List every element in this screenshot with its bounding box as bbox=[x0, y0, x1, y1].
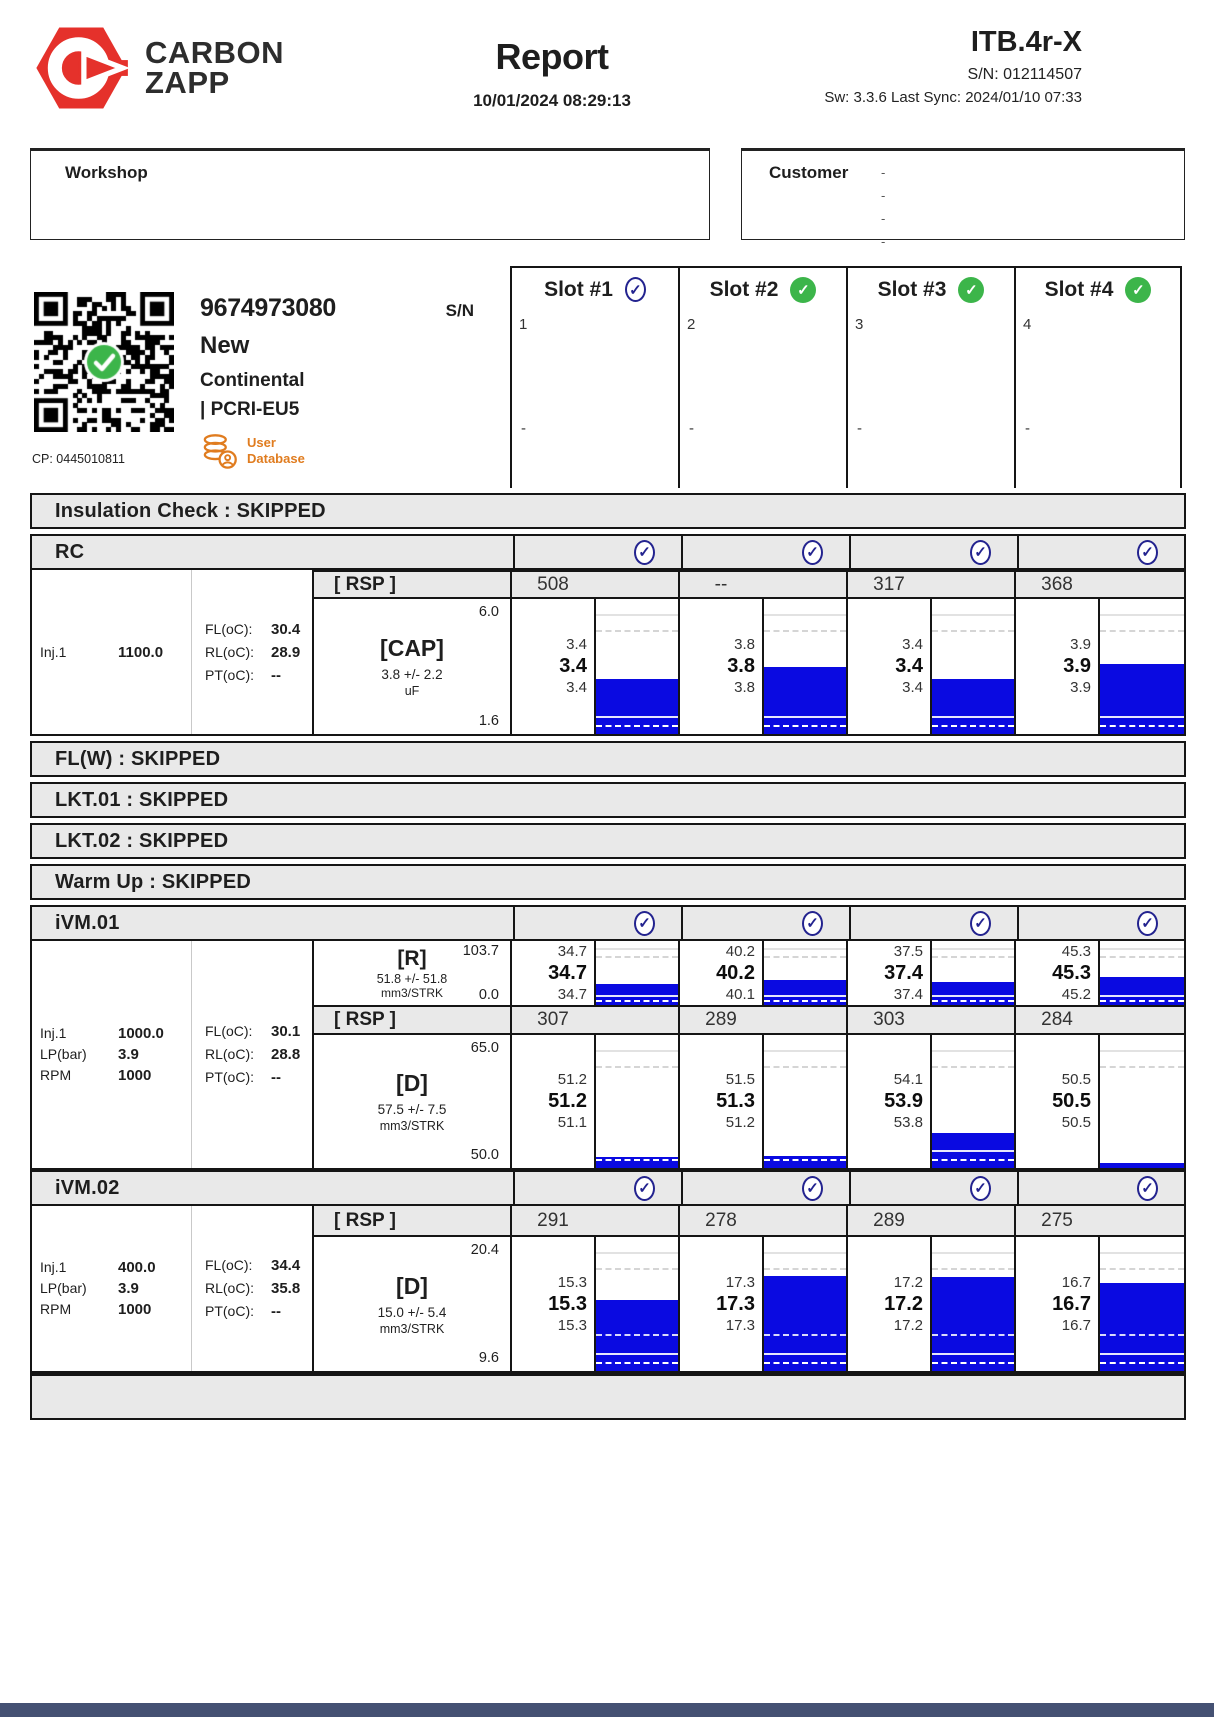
slot-2-number: 2 bbox=[687, 316, 696, 333]
value-max: 37.5 bbox=[893, 942, 923, 960]
value-avg: 34.7 bbox=[548, 961, 587, 984]
pt-label: PT(oC): bbox=[205, 1069, 254, 1085]
rpm-value: 1000 bbox=[118, 1301, 152, 1318]
value-max: 15.3 bbox=[557, 1273, 587, 1291]
value-avg: 45.3 bbox=[1052, 961, 1091, 984]
param-tolerance: 57.5 +/- 7.5 bbox=[377, 1102, 447, 1117]
rc-slot1-status bbox=[513, 536, 681, 568]
slot-4-label: Slot #4 bbox=[1044, 278, 1114, 301]
rsp-value: 289 bbox=[705, 1009, 737, 1030]
device-model: ITB.4r-X bbox=[970, 26, 1082, 58]
customer-dashes bbox=[881, 161, 885, 253]
ivm01-rsp-slot4 bbox=[1014, 1007, 1184, 1033]
range-max: 6.0 bbox=[478, 604, 499, 620]
value-avg: 17.2 bbox=[884, 1292, 923, 1315]
range-min: 9.6 bbox=[478, 1350, 499, 1366]
logo-line1: CARBON bbox=[145, 34, 285, 70]
customer-dash: - bbox=[881, 165, 886, 180]
ivm02-rsp-slot2 bbox=[678, 1206, 846, 1235]
injector-brand: Continental bbox=[200, 370, 305, 391]
ivm02-d-slot1 bbox=[510, 1237, 678, 1371]
param-label: [D] bbox=[396, 1070, 428, 1096]
value-min: 3.9 bbox=[1070, 679, 1091, 696]
rc-rsp-slot2 bbox=[678, 572, 846, 597]
value-avg: 15.3 bbox=[548, 1292, 587, 1315]
ivm02-title: iVM.02 bbox=[55, 1176, 120, 1199]
rc-meas-slot3 bbox=[846, 599, 1014, 734]
udb-line1: User bbox=[247, 434, 276, 450]
slot-1-title bbox=[512, 268, 678, 302]
injector-code: 9674973080 bbox=[200, 294, 337, 322]
injector-state: New bbox=[200, 332, 250, 359]
measurement-chart bbox=[930, 599, 1014, 734]
ivm01-rsp-slot3 bbox=[846, 1007, 1014, 1033]
customer-dash: - bbox=[881, 211, 886, 226]
value-avg: 3.4 bbox=[559, 655, 587, 677]
value-max: 54.1 bbox=[893, 1071, 923, 1088]
value-min: 17.2 bbox=[893, 1316, 923, 1334]
customer-dash: - bbox=[881, 234, 886, 249]
measurement-chart bbox=[594, 941, 678, 1005]
user-database-badge bbox=[202, 432, 305, 470]
ivm01-slot3-status bbox=[849, 907, 1017, 939]
value-min: 53.8 bbox=[893, 1114, 923, 1131]
page-title: Report bbox=[495, 36, 609, 77]
value-min: 40.1 bbox=[725, 985, 755, 1003]
cap-param-cell bbox=[312, 599, 510, 734]
ivm01-slot1-status bbox=[513, 907, 681, 939]
rsp-value: 275 bbox=[1041, 1209, 1073, 1231]
info-boxes bbox=[30, 148, 1214, 249]
qr-code bbox=[34, 292, 174, 432]
ivm01-d-slot1 bbox=[510, 1035, 678, 1168]
user-database-label bbox=[247, 435, 305, 468]
rsp-value: 368 bbox=[1041, 573, 1073, 595]
rsp-value: 278 bbox=[705, 1209, 737, 1231]
slot-3-number: 3 bbox=[855, 316, 864, 333]
rl-value: 35.8 bbox=[271, 1280, 301, 1297]
value-max: 16.7 bbox=[1061, 1273, 1091, 1291]
rc-meas-slot1 bbox=[510, 599, 678, 734]
fl-label: FL(oC): bbox=[205, 620, 253, 637]
value-max: 51.2 bbox=[557, 1071, 587, 1088]
slot-1-dash: - bbox=[521, 420, 526, 437]
rc-slot4-status bbox=[1017, 536, 1184, 568]
device-software: Sw: 3.3.6 Last Sync: 2024/01/10 07:33 bbox=[824, 89, 1082, 106]
rsp-header: [ RSP ] bbox=[312, 1206, 510, 1235]
measurement-chart bbox=[930, 1035, 1014, 1168]
report-datetime: 10/01/2024 08:29:13 bbox=[473, 91, 631, 110]
ivm02-slot4-status bbox=[1017, 1172, 1184, 1204]
value-min: 3.8 bbox=[734, 679, 755, 696]
customer-label: Customer bbox=[769, 163, 849, 182]
fl-value: 30.1 bbox=[271, 1023, 301, 1040]
footer-bar bbox=[30, 1373, 1186, 1420]
ivm01-rsp-row bbox=[312, 1005, 1184, 1035]
ivm01-slot2-status bbox=[681, 907, 849, 939]
fl-label: FL(oC): bbox=[205, 1257, 253, 1273]
udb-line2: Database bbox=[247, 451, 305, 466]
banner-insulation-check bbox=[30, 493, 1186, 529]
range-min: 0.0 bbox=[478, 987, 499, 1003]
chart-fill bbox=[764, 667, 846, 735]
param-label: [D] bbox=[396, 1272, 428, 1299]
ivm02-temps bbox=[192, 1206, 312, 1371]
workshop-box bbox=[30, 148, 710, 240]
ivm01-d-row bbox=[312, 1035, 1184, 1168]
slot-column-4 bbox=[1014, 266, 1182, 488]
rpm-value: 1000 bbox=[118, 1067, 152, 1084]
ivm01-body bbox=[30, 941, 1186, 1170]
check-circle-green-icon: ✓ bbox=[958, 277, 984, 303]
flw-title: FL(W) : SKIPPED bbox=[55, 747, 221, 770]
ivm01-d-slot4 bbox=[1014, 1035, 1184, 1168]
banner-ivm02 bbox=[30, 1170, 1186, 1206]
slot-2-dash: - bbox=[689, 420, 694, 437]
value-max: 17.2 bbox=[893, 1273, 923, 1291]
rc-body bbox=[30, 570, 1186, 736]
param-tolerance: 3.8 +/- 2.2 bbox=[381, 667, 443, 682]
check-circle-blue-icon: ✓ bbox=[625, 277, 646, 302]
value-avg: 51.3 bbox=[716, 1090, 755, 1112]
value-avg: 16.7 bbox=[1052, 1292, 1091, 1315]
measurement-chart bbox=[594, 1237, 678, 1371]
rc-rsp-slot4 bbox=[1014, 572, 1184, 597]
d-param-cell bbox=[312, 1237, 510, 1371]
ivm02-d-slot2 bbox=[678, 1237, 846, 1371]
param-unit: mm3/STRK bbox=[379, 1119, 445, 1133]
slot-column-2 bbox=[678, 266, 846, 488]
check-circle-blue-icon: ✓ bbox=[634, 540, 655, 565]
value-avg: 3.4 bbox=[895, 655, 923, 677]
rsp-value: -- bbox=[714, 573, 728, 595]
value-min: 51.2 bbox=[725, 1114, 755, 1131]
lp-label: LP(bar) bbox=[40, 1046, 87, 1062]
chart-fill bbox=[1100, 664, 1184, 734]
check-circle-green-icon: ✓ bbox=[1125, 277, 1151, 303]
report-table bbox=[30, 266, 1186, 1420]
inj-label: Inj.1 bbox=[40, 1259, 67, 1275]
rsp-value: 317 bbox=[873, 573, 905, 595]
chart-fill bbox=[764, 1156, 846, 1168]
chart-fill bbox=[1100, 1163, 1184, 1168]
value-max: 3.4 bbox=[902, 636, 923, 653]
inj-label: Inj.1 bbox=[40, 643, 67, 660]
check-circle-blue-icon: ✓ bbox=[634, 911, 655, 936]
slot-1-label: Slot #1 bbox=[544, 277, 613, 301]
rc-test-params bbox=[32, 570, 192, 734]
measurement-chart bbox=[762, 1035, 846, 1168]
range-max: 65.0 bbox=[470, 1040, 499, 1056]
range-min: 1.6 bbox=[478, 713, 499, 729]
param-tolerance: 15.0 +/- 5.4 bbox=[377, 1304, 447, 1320]
value-avg: 37.4 bbox=[884, 961, 923, 984]
value-max: 34.7 bbox=[557, 942, 587, 960]
measurement-chart bbox=[762, 599, 846, 734]
fl-value: 34.4 bbox=[271, 1257, 301, 1274]
measurement-chart bbox=[762, 941, 846, 1005]
banner-warmup bbox=[30, 864, 1186, 900]
rsp-value: 284 bbox=[1041, 1009, 1073, 1030]
pt-value: -- bbox=[271, 1069, 281, 1086]
chart-fill bbox=[1100, 1283, 1184, 1371]
value-max: 40.2 bbox=[725, 942, 755, 960]
ivm01-temps bbox=[192, 941, 312, 1168]
rpm-label: RPM bbox=[40, 1301, 72, 1317]
rl-label: RL(oC): bbox=[205, 1280, 255, 1296]
rl-value: 28.9 bbox=[271, 643, 301, 661]
lkt02-title: LKT.02 : SKIPPED bbox=[55, 829, 229, 852]
customer-box bbox=[741, 148, 1185, 249]
banner-lkt01 bbox=[30, 782, 1186, 818]
rc-temps bbox=[192, 570, 312, 734]
check-circle-blue-icon: ✓ bbox=[802, 1176, 823, 1201]
pt-label: PT(oC): bbox=[205, 1303, 254, 1319]
value-avg: 3.8 bbox=[727, 655, 755, 677]
slot-2-title bbox=[680, 268, 846, 303]
ivm02-rsp-row bbox=[312, 1206, 1184, 1237]
ivm01-r-slot2 bbox=[678, 941, 846, 1005]
range-max: 20.4 bbox=[470, 1242, 499, 1258]
slot-2-label: Slot #2 bbox=[709, 278, 779, 301]
rsp-value: 303 bbox=[873, 1009, 905, 1030]
measurement-chart bbox=[1098, 1035, 1184, 1168]
rc-rsp-slot1 bbox=[510, 572, 678, 597]
check-circle-blue-icon: ✓ bbox=[1137, 911, 1158, 936]
sn-label: S/N bbox=[445, 301, 474, 320]
check-circle-blue-icon: ✓ bbox=[1137, 1176, 1158, 1201]
value-min: 3.4 bbox=[566, 679, 587, 696]
lkt01-title: LKT.01 : SKIPPED bbox=[55, 788, 229, 811]
pt-label: PT(oC): bbox=[205, 666, 254, 683]
param-tolerance: 51.8 +/- 51.8 bbox=[376, 971, 448, 986]
ivm01-r-row bbox=[312, 941, 1184, 1005]
param-label: [CAP] bbox=[380, 635, 444, 661]
inj-value: 1000.0 bbox=[118, 1025, 164, 1042]
ivm02-slot1-status bbox=[513, 1172, 681, 1204]
slot-3-dash: - bbox=[857, 420, 862, 437]
ivm01-rsp-slot1 bbox=[510, 1007, 678, 1033]
rsp-value: 289 bbox=[873, 1209, 905, 1231]
value-max: 3.4 bbox=[566, 636, 587, 653]
value-min: 50.5 bbox=[1061, 1114, 1091, 1131]
check-circle-blue-icon: ✓ bbox=[1137, 540, 1158, 565]
measurement-chart bbox=[930, 1237, 1014, 1371]
ivm01-d-slot3 bbox=[846, 1035, 1014, 1168]
ivm01-r-slot3 bbox=[846, 941, 1014, 1005]
customer-dash: - bbox=[881, 188, 886, 203]
banner-lkt02 bbox=[30, 823, 1186, 859]
ivm01-r-slot4 bbox=[1014, 941, 1184, 1005]
ivm02-rsp-slot1 bbox=[510, 1206, 678, 1235]
ivm01-r-slot1 bbox=[510, 941, 678, 1005]
value-max: 17.3 bbox=[725, 1273, 755, 1291]
cp-number: CP: 0445010811 bbox=[32, 452, 125, 466]
measurement-chart bbox=[1098, 941, 1184, 1005]
value-min: 15.3 bbox=[557, 1316, 587, 1334]
rsp-header: [ RSP ] bbox=[312, 572, 510, 597]
measurement-chart bbox=[594, 599, 678, 734]
value-avg: 53.9 bbox=[884, 1090, 923, 1112]
rl-label: RL(oC): bbox=[205, 643, 255, 660]
rc-rsp-slot3 bbox=[846, 572, 1014, 597]
slot-4-number: 4 bbox=[1023, 316, 1032, 333]
value-min: 37.4 bbox=[893, 985, 923, 1003]
ivm01-d-slot2 bbox=[678, 1035, 846, 1168]
slot-3-label: Slot #3 bbox=[877, 278, 947, 301]
check-circle-green-icon: ✓ bbox=[790, 277, 816, 303]
ivm02-rsp-slot3 bbox=[846, 1206, 1014, 1235]
rc-slot3-status bbox=[849, 536, 1017, 568]
measurement-chart bbox=[1098, 1237, 1184, 1371]
check-circle-blue-icon: ✓ bbox=[970, 540, 991, 565]
param-unit: uF bbox=[404, 684, 420, 698]
check-circle-blue-icon: ✓ bbox=[802, 540, 823, 565]
ivm01-rsp-slot2 bbox=[678, 1007, 846, 1033]
warmup-title: Warm Up : SKIPPED bbox=[55, 870, 252, 893]
ivm02-body bbox=[30, 1206, 1186, 1373]
check-circle-blue-icon: ✓ bbox=[634, 1176, 655, 1201]
rsp-value: 307 bbox=[537, 1009, 569, 1030]
banner-rc bbox=[30, 534, 1186, 570]
page-bottom-strip bbox=[0, 1703, 1214, 1717]
workshop-label: Workshop bbox=[65, 163, 148, 182]
value-min: 51.1 bbox=[557, 1114, 587, 1131]
fl-value: 30.4 bbox=[271, 620, 301, 638]
ivm02-d-slot3 bbox=[846, 1237, 1014, 1371]
ivm02-rsp-slot4 bbox=[1014, 1206, 1184, 1235]
lp-value: 3.9 bbox=[118, 1280, 139, 1297]
device-serial: S/N: 012114507 bbox=[967, 66, 1082, 83]
pt-value: -- bbox=[271, 1303, 281, 1320]
value-max: 3.8 bbox=[734, 636, 755, 653]
injector-info bbox=[200, 294, 474, 421]
injector-id-cell bbox=[30, 266, 510, 488]
param-label: [R] bbox=[397, 946, 427, 970]
rc-measure-row bbox=[312, 599, 1184, 734]
rsp-value: 508 bbox=[537, 573, 569, 595]
ivm01-test-params bbox=[32, 941, 192, 1168]
value-avg: 40.2 bbox=[716, 961, 755, 984]
banner-ivm01 bbox=[30, 905, 1186, 941]
ivm02-slot2-status bbox=[681, 1172, 849, 1204]
logo-line2: ZAPP bbox=[145, 65, 230, 100]
check-circle-blue-icon: ✓ bbox=[970, 911, 991, 936]
slot-3-title bbox=[848, 268, 1014, 303]
value-min: 34.7 bbox=[557, 985, 587, 1003]
value-min: 16.7 bbox=[1061, 1316, 1091, 1334]
inj-value: 400.0 bbox=[118, 1259, 156, 1276]
user-database-icon bbox=[202, 432, 240, 470]
value-min: 3.4 bbox=[902, 679, 923, 696]
lp-value: 3.9 bbox=[118, 1046, 139, 1063]
rc-title: RC bbox=[55, 540, 85, 563]
measurement-chart bbox=[930, 941, 1014, 1005]
param-unit: mm3/STRK bbox=[380, 985, 443, 1000]
injector-type: | PCRI-EU5 bbox=[200, 399, 300, 420]
ivm02-test-params bbox=[32, 1206, 192, 1371]
insulation-title: Insulation Check : SKIPPED bbox=[55, 499, 326, 522]
value-avg: 17.3 bbox=[716, 1292, 755, 1315]
banner-flw bbox=[30, 741, 1186, 777]
measurement-chart bbox=[594, 1035, 678, 1168]
value-min: 17.3 bbox=[725, 1316, 755, 1334]
rc-rsp-row bbox=[312, 570, 1184, 599]
slot-column-1 bbox=[510, 266, 678, 488]
value-max: 50.5 bbox=[1061, 1071, 1091, 1088]
r-param-cell bbox=[312, 941, 510, 1005]
chart-fill bbox=[764, 1276, 846, 1371]
inj-label: Inj.1 bbox=[40, 1025, 67, 1041]
pt-value: -- bbox=[271, 666, 281, 684]
slot-column-3 bbox=[846, 266, 1014, 488]
param-unit: mm3/STRK bbox=[379, 1321, 445, 1336]
rc-slot2-status bbox=[681, 536, 849, 568]
slot-4-dash: - bbox=[1025, 420, 1030, 437]
fl-label: FL(oC): bbox=[205, 1023, 253, 1039]
value-avg: 50.5 bbox=[1052, 1090, 1091, 1112]
measurement-chart bbox=[1098, 599, 1184, 734]
slot-4-title bbox=[1016, 268, 1180, 303]
rl-value: 28.8 bbox=[271, 1046, 301, 1063]
value-max: 51.5 bbox=[725, 1071, 755, 1088]
check-circle-blue-icon: ✓ bbox=[802, 911, 823, 936]
device-info-block bbox=[824, 26, 1082, 106]
chart-fill bbox=[932, 1277, 1014, 1371]
value-max: 45.3 bbox=[1061, 942, 1091, 960]
ivm02-d-row bbox=[312, 1237, 1184, 1371]
slot-header-table bbox=[30, 266, 1186, 488]
rl-label: RL(oC): bbox=[205, 1046, 255, 1062]
header bbox=[0, 0, 1214, 140]
rc-meas-slot2 bbox=[678, 599, 846, 734]
value-max: 3.9 bbox=[1070, 636, 1091, 653]
value-min: 45.2 bbox=[1061, 985, 1091, 1003]
rpm-label: RPM bbox=[40, 1067, 72, 1083]
measurement-chart bbox=[762, 1237, 846, 1371]
slot-1-number: 1 bbox=[519, 316, 528, 333]
rsp-header: [ RSP ] bbox=[312, 1007, 510, 1033]
ivm02-d-slot4 bbox=[1014, 1237, 1184, 1371]
rc-meas-slot4 bbox=[1014, 599, 1184, 734]
ivm01-title: iVM.01 bbox=[55, 911, 120, 934]
ivm01-slot4-status bbox=[1017, 907, 1184, 939]
inj-value: 1100.0 bbox=[118, 643, 164, 661]
value-avg: 3.9 bbox=[1063, 655, 1091, 677]
check-circle-blue-icon: ✓ bbox=[970, 1176, 991, 1201]
lp-label: LP(bar) bbox=[40, 1280, 87, 1296]
range-min: 50.0 bbox=[470, 1147, 499, 1163]
value-avg: 51.2 bbox=[548, 1090, 587, 1112]
range-max: 103.7 bbox=[462, 943, 499, 959]
d-param-cell bbox=[312, 1035, 510, 1168]
rsp-value: 291 bbox=[537, 1209, 569, 1231]
ivm02-slot3-status bbox=[849, 1172, 1017, 1204]
